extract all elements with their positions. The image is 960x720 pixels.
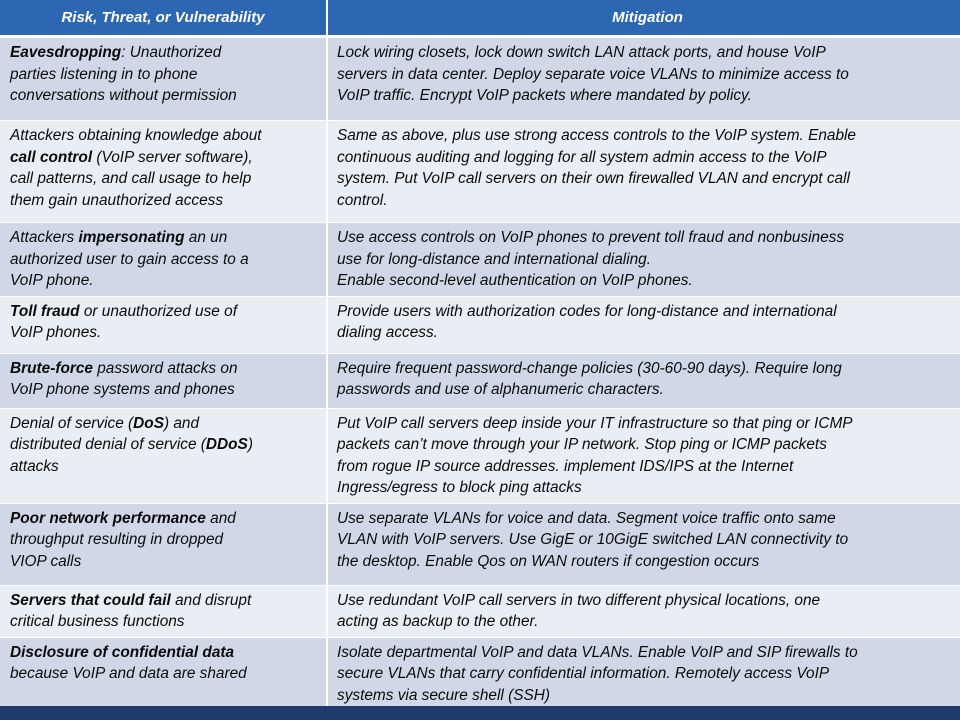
header-mitigation: Mitigation bbox=[327, 0, 960, 37]
risk-cell bbox=[0, 585, 327, 637]
table-row bbox=[0, 121, 960, 223]
mitigation-cell: Lock wiring closets, lock down switch LAN attack ports, and house VoIP servers in data center. Deploy separate voice VLANs to minimize access to VoIP traffic. Encrypt VoIP packets where mandated by policy. bbox=[327, 37, 960, 121]
risk-term: DoS bbox=[133, 414, 164, 432]
risk-term: Poor network performance bbox=[10, 509, 206, 527]
footer-bar bbox=[0, 706, 960, 720]
risk-term: impersonating bbox=[78, 229, 185, 246]
table-body bbox=[0, 37, 960, 711]
risk-text: Attackers bbox=[10, 229, 79, 246]
table-row bbox=[0, 353, 960, 408]
mitigation-cell: Same as above, plus use strong access controls to the VoIP system. Enable continuous auditing and logging for all system admin access to the VoIP system. Put VoIP call servers on their own firewalled VLAN and encrypt call control. bbox=[327, 121, 960, 223]
table-row bbox=[0, 503, 960, 585]
risk-text: Denial of service ( bbox=[10, 414, 134, 432]
risk-text: an un authorized user to gain access to a VoIP phone. bbox=[10, 229, 249, 289]
table-row bbox=[0, 37, 960, 121]
risk-term: Brute-force bbox=[10, 359, 93, 377]
risk-term: Eavesdropping bbox=[10, 44, 122, 61]
mitigation-cell: Use access controls on VoIP phones to prevent toll fraud and nonbusiness use for long-distance and international dialing. Enable second-level authentication on VoIP phones. bbox=[327, 223, 960, 297]
risk-text: Attackers obtaining knowledge about bbox=[10, 127, 262, 144]
mitigation-cell: Require frequent password-change policies (30-60-90 days). Require long passwords and use of alphanumeric characters. bbox=[327, 353, 960, 408]
mitigation-cell: Provide users with authorization codes for long-distance and international dialing access. bbox=[327, 296, 960, 353]
risk-text: or unauthorized use of VoIP phones. bbox=[10, 302, 237, 341]
header-risk: Risk, Threat, or Vulnerability bbox=[0, 0, 327, 37]
risk-cell bbox=[0, 353, 327, 408]
risk-term: Toll fraud bbox=[10, 302, 80, 320]
risk-text: and throughput resulting in dropped VIOP calls bbox=[10, 509, 236, 570]
risk-text: ) and distributed denial of service ( bbox=[10, 414, 206, 453]
risk-cell bbox=[0, 637, 327, 711]
risk-cell bbox=[0, 296, 327, 353]
risk-cell bbox=[0, 223, 327, 297]
mitigation-cell: Isolate departmental VoIP and data VLANs. Enable VoIP and SIP firewalls to secure VLANs that carry confidential information. Remotely access VoIP systems via secure shell (SSH) bbox=[327, 637, 960, 711]
risk-term: call control bbox=[10, 148, 93, 166]
mitigation-cell: Use redundant VoIP call servers in two different physical locations, one acting as backup to the other. bbox=[327, 585, 960, 637]
risk-cell bbox=[0, 408, 327, 503]
table-row bbox=[0, 637, 960, 711]
table-row bbox=[0, 223, 960, 297]
risk-text: and disrupt critical business functions bbox=[10, 591, 252, 630]
mitigation-cell: Put VoIP call servers deep inside your IT infrastructure so that ping or ICMP packets can’t move through your IP network. Stop ping or ICMP packets from rogue IP source addresses. implement IDS/IPS at the Internet Ingress/egress to block ping attacks bbox=[327, 408, 960, 503]
risk-text: ) attacks bbox=[10, 436, 253, 475]
risk-cell bbox=[0, 37, 327, 121]
table-header-row bbox=[0, 0, 960, 37]
risk-text: password attacks on VoIP phone systems and phones bbox=[10, 359, 238, 398]
risk-cell bbox=[0, 503, 327, 585]
risk-term: DDoS bbox=[205, 436, 248, 453]
risk-term: Servers that could fail bbox=[10, 591, 171, 609]
table-row bbox=[0, 408, 960, 503]
risk-text: because VoIP and data are shared bbox=[10, 665, 247, 682]
risk-text: : Unauthorized parties listening in to phone conversations without permission bbox=[10, 44, 237, 104]
risk-cell bbox=[0, 121, 327, 223]
risk-term: Disclosure of confidential data bbox=[10, 643, 235, 661]
mitigation-cell: Use separate VLANs for voice and data. Segment voice traffic onto same VLAN with VoIP servers. Use GigE or 10GigE switched LAN connectivity to the desktop. Enable Qos on WAN routers if congestion occurs bbox=[327, 503, 960, 585]
table-row bbox=[0, 296, 960, 353]
table-row bbox=[0, 585, 960, 637]
risk-text: (VoIP server software), call patterns, and call usage to help them gain unauthorized access bbox=[10, 148, 253, 209]
